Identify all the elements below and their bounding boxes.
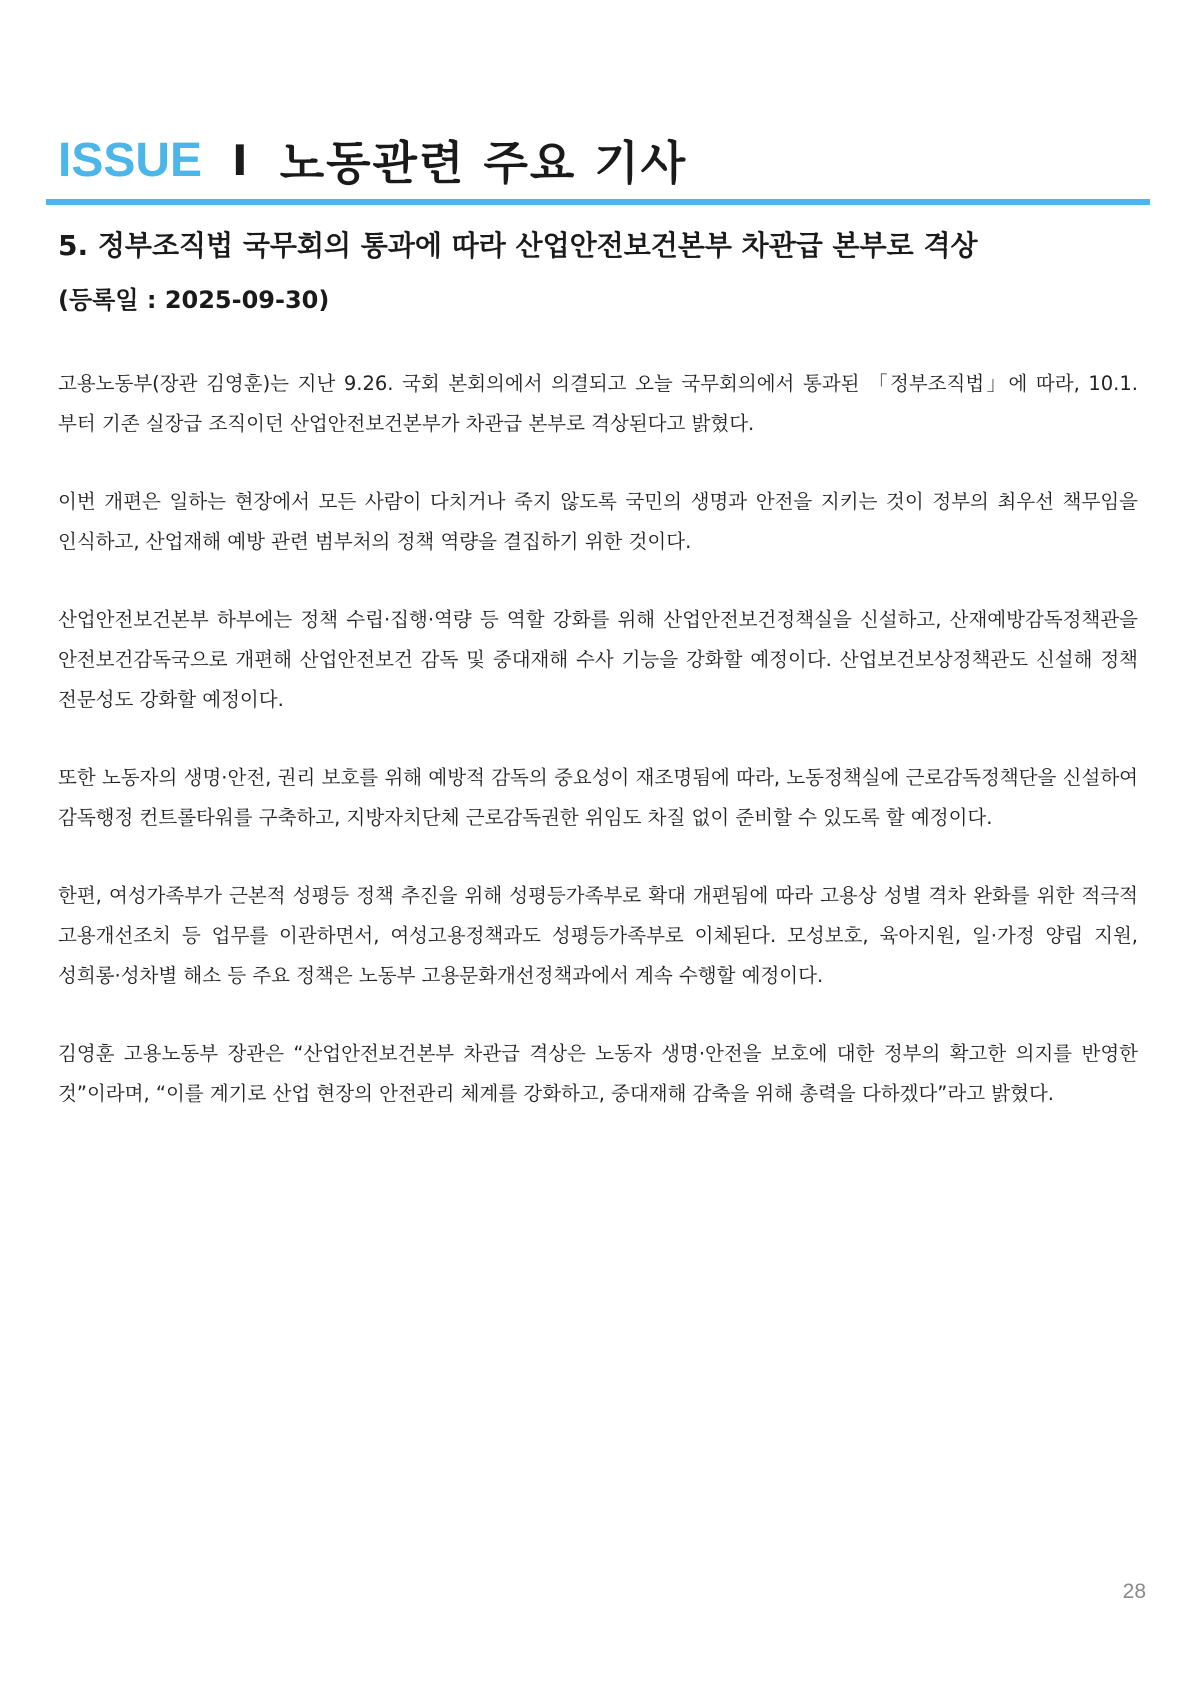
article-paragraph: 산업안전보건본부 하부에는 정책 수립·집행·역량 등 역할 강화를 위해 산업안전보건정책실을 신설하고, 산재예방감독정책관을 안전보건감독국으로 개편해 산업안전보건 감독 및 중대재해 수사 기능을 강화할 예정이다. 산업보건보상정책관도 신설해 정책 전문성도 강화할 예정이다. <box>58 608 1138 711</box>
article-paragraph: 한편, 여성가족부가 근본적 성평등 정책 추진을 위해 성평등가족부로 확대 개편됨에 따라 고용상 성별 격차 완화를 위한 적극적 고용개선조치 등 업무를 이관하면서, 여성고용정책과도 성평등가족부로 이체된다. 모성보호, 육아지원, 일·가정 양립 지원, 성희롱·성차별 해소 등 주요 정책은 노동부 고용문화개선정책과에서 계속 수행할 예정이다. <box>58 884 1138 987</box>
header-separator: I <box>232 135 248 185</box>
section-title: 노동관련 주요 기사 <box>279 136 688 190</box>
article-title: 5. 정부조직법 국무회의 통과에 따라 산업안전보건본부 차관급 본부로 격상 <box>58 229 978 262</box>
article-paragraph: 고용노동부(장관 김영훈)는 지난 9.26. 국회 본회의에서 의결되고 오늘 국무회의에서 통과된 「정부조직법」에 따라, 10.1.부터 기존 실장급 조직이던 산업안전보건본부가 차관급 본부로 격상된다고 밝혔다. <box>58 372 1138 435</box>
article-paragraph: 이번 개편은 일하는 현장에서 모든 사람이 다치거나 죽지 않도록 국민의 생명과 안전을 지키는 것이 정부의 최우선 책무임을 인식하고, 산업재해 예방 관련 범부처의 정책 역량을 결집하기 위한 것이다. <box>58 490 1138 553</box>
article-date: (등록일 : 2025-09-30) <box>58 286 330 314</box>
article-body <box>58 364 1138 1152</box>
article-paragraph: 김영훈 고용노동부 장관은 “산업안전보건본부 차관급 격상은 노동자 생명·안전을 보호에 대한 정부의 확고한 의지를 반영한 것”이라며, “이를 계기로 산업 현장의 안전관리 체계를 강화하고, 중대재해 감축을 위해 총력을 다하겠다”라고 밝혔다. <box>58 1042 1138 1105</box>
page-number: 28 <box>1122 1580 1146 1603</box>
section-header <box>58 128 687 192</box>
issue-label: ISSUE <box>58 133 203 187</box>
header-divider-line <box>46 199 1150 205</box>
article-paragraph: 또한 노동자의 생명·안전, 권리 보호를 위해 예방적 감독의 중요성이 재조명됨에 따라, 노동정책실에 근로감독정책단을 신설하여 감독행정 컨트롤타워를 구축하고, 지방자치단체 근로감독권한 위임도 차질 없이 준비할 수 있도록 할 예정이다. <box>58 766 1138 829</box>
